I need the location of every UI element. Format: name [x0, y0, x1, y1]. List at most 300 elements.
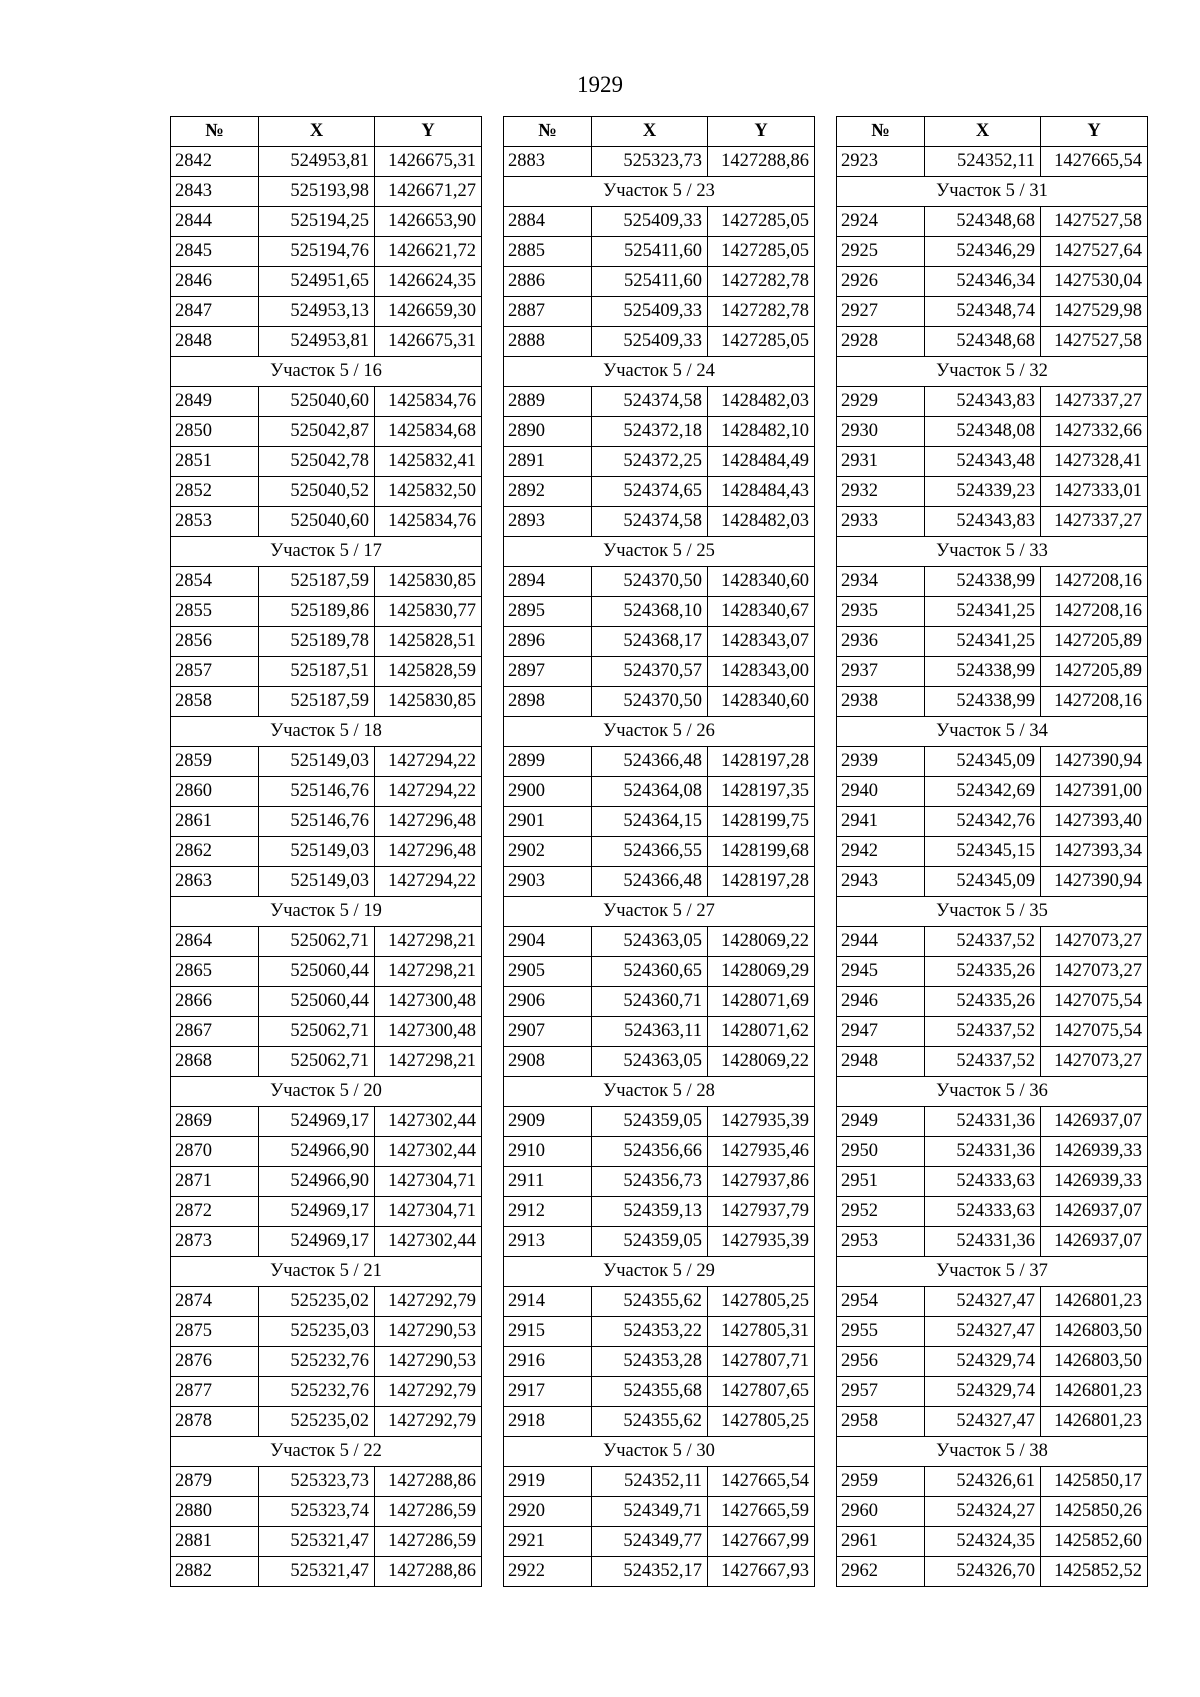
table-row — [837, 1377, 1148, 1407]
y-coordinate: 1427282,78 — [708, 267, 815, 297]
x-coordinate: 524374,58 — [592, 507, 708, 537]
point-number: 2960 — [837, 1497, 925, 1527]
section-title: Участок 5 / 21 — [171, 1257, 482, 1287]
point-number: 2910 — [504, 1137, 592, 1167]
point-number: 2850 — [171, 417, 259, 447]
section-title: Участок 5 / 24 — [504, 357, 815, 387]
y-coordinate: 1426803,50 — [1041, 1347, 1148, 1377]
section-title: Участок 5 / 29 — [504, 1257, 815, 1287]
x-coordinate: 524345,09 — [925, 867, 1041, 897]
table-row — [171, 657, 482, 687]
y-coordinate: 1427390,94 — [1041, 747, 1148, 777]
y-coordinate: 1427292,79 — [375, 1377, 482, 1407]
table-row — [171, 1047, 482, 1077]
y-coordinate: 1427805,31 — [708, 1317, 815, 1347]
section-row — [171, 1257, 482, 1287]
point-number: 2914 — [504, 1287, 592, 1317]
header-x: X — [925, 117, 1041, 147]
table-row — [837, 1197, 1148, 1227]
x-coordinate: 525060,44 — [259, 957, 375, 987]
table-row — [837, 807, 1148, 837]
section-row — [837, 717, 1148, 747]
table-row — [837, 1017, 1148, 1047]
point-number: 2918 — [504, 1407, 592, 1437]
x-coordinate: 524346,29 — [925, 237, 1041, 267]
x-coordinate: 525323,73 — [259, 1467, 375, 1497]
point-number: 2902 — [504, 837, 592, 867]
y-coordinate: 1428197,35 — [708, 777, 815, 807]
y-coordinate: 1427292,79 — [375, 1287, 482, 1317]
y-coordinate: 1428340,60 — [708, 687, 815, 717]
y-coordinate: 1427527,58 — [1041, 327, 1148, 357]
y-coordinate: 1427937,86 — [708, 1167, 815, 1197]
point-number: 2936 — [837, 627, 925, 657]
x-coordinate: 524366,55 — [592, 837, 708, 867]
table-row — [171, 237, 482, 267]
x-coordinate: 524966,90 — [259, 1167, 375, 1197]
table-row — [837, 627, 1148, 657]
header-x: X — [592, 117, 708, 147]
x-coordinate: 524969,17 — [259, 1227, 375, 1257]
y-coordinate: 1427304,71 — [375, 1197, 482, 1227]
y-coordinate: 1427805,25 — [708, 1287, 815, 1317]
section-title: Участок 5 / 33 — [837, 537, 1148, 567]
table-row — [504, 987, 815, 1017]
x-coordinate: 524329,74 — [925, 1347, 1041, 1377]
y-coordinate: 1428199,68 — [708, 837, 815, 867]
y-coordinate: 1427529,98 — [1041, 297, 1148, 327]
point-number: 2879 — [171, 1467, 259, 1497]
section-row — [504, 1257, 815, 1287]
y-coordinate: 1427208,16 — [1041, 687, 1148, 717]
table-row — [171, 1227, 482, 1257]
point-number: 2908 — [504, 1047, 592, 1077]
x-coordinate: 524355,68 — [592, 1377, 708, 1407]
x-coordinate: 524348,08 — [925, 417, 1041, 447]
table-row — [171, 837, 482, 867]
table-row — [504, 1287, 815, 1317]
point-number: 2853 — [171, 507, 259, 537]
section-row — [504, 1437, 815, 1467]
x-coordinate: 524364,08 — [592, 777, 708, 807]
table-row — [837, 957, 1148, 987]
x-coordinate: 525040,60 — [259, 507, 375, 537]
x-coordinate: 524346,34 — [925, 267, 1041, 297]
point-number: 2883 — [504, 147, 592, 177]
point-number: 2894 — [504, 567, 592, 597]
x-coordinate: 525149,03 — [259, 867, 375, 897]
y-coordinate: 1427205,89 — [1041, 657, 1148, 687]
x-coordinate: 524337,52 — [925, 1017, 1041, 1047]
table-row — [504, 1467, 815, 1497]
y-coordinate: 1426624,35 — [375, 267, 482, 297]
x-coordinate: 524356,66 — [592, 1137, 708, 1167]
point-number: 2935 — [837, 597, 925, 627]
x-coordinate: 525062,71 — [259, 1017, 375, 1047]
table-row — [504, 657, 815, 687]
x-coordinate: 524363,05 — [592, 1047, 708, 1077]
point-number: 2913 — [504, 1227, 592, 1257]
table-row — [504, 777, 815, 807]
table-row — [171, 387, 482, 417]
x-coordinate: 524953,81 — [259, 327, 375, 357]
table-row — [171, 1167, 482, 1197]
point-number: 2875 — [171, 1317, 259, 1347]
x-coordinate: 525146,76 — [259, 807, 375, 837]
table-header-row — [504, 117, 815, 147]
section-title: Участок 5 / 23 — [504, 177, 815, 207]
point-number: 2892 — [504, 477, 592, 507]
table-row — [504, 687, 815, 717]
x-coordinate: 524372,25 — [592, 447, 708, 477]
point-number: 2869 — [171, 1107, 259, 1137]
y-coordinate: 1428484,49 — [708, 447, 815, 477]
x-coordinate: 524333,63 — [925, 1197, 1041, 1227]
point-number: 2895 — [504, 597, 592, 627]
x-coordinate: 525187,59 — [259, 567, 375, 597]
point-number: 2878 — [171, 1407, 259, 1437]
x-coordinate: 524345,09 — [925, 747, 1041, 777]
point-number: 2889 — [504, 387, 592, 417]
point-number: 2921 — [504, 1527, 592, 1557]
point-number: 2937 — [837, 657, 925, 687]
y-coordinate: 1427298,21 — [375, 927, 482, 957]
y-coordinate: 1427300,48 — [375, 987, 482, 1017]
header-number: № — [171, 117, 259, 147]
x-coordinate: 524360,65 — [592, 957, 708, 987]
x-coordinate: 525232,76 — [259, 1377, 375, 1407]
x-coordinate: 524352,17 — [592, 1557, 708, 1587]
y-coordinate: 1426801,23 — [1041, 1287, 1148, 1317]
point-number: 2916 — [504, 1347, 592, 1377]
y-coordinate: 1428482,10 — [708, 417, 815, 447]
x-coordinate: 525187,59 — [259, 687, 375, 717]
table-row — [171, 327, 482, 357]
x-coordinate: 525321,47 — [259, 1557, 375, 1587]
x-coordinate: 524364,15 — [592, 807, 708, 837]
table-row — [171, 597, 482, 627]
section-title: Участок 5 / 22 — [171, 1437, 482, 1467]
table-row — [504, 1347, 815, 1377]
table-row — [837, 147, 1148, 177]
table-row — [171, 267, 482, 297]
y-coordinate: 1427286,59 — [375, 1527, 482, 1557]
y-coordinate: 1427935,39 — [708, 1107, 815, 1137]
point-number: 2862 — [171, 837, 259, 867]
y-coordinate: 1427282,78 — [708, 297, 815, 327]
table-row — [171, 747, 482, 777]
point-number: 2886 — [504, 267, 592, 297]
section-title: Участок 5 / 37 — [837, 1257, 1148, 1287]
y-coordinate: 1427285,05 — [708, 207, 815, 237]
point-number: 2954 — [837, 1287, 925, 1317]
section-row — [171, 1077, 482, 1107]
y-coordinate: 1427300,48 — [375, 1017, 482, 1047]
section-title: Участок 5 / 35 — [837, 897, 1148, 927]
y-coordinate: 1427302,44 — [375, 1227, 482, 1257]
table-row — [837, 1407, 1148, 1437]
x-coordinate: 524345,15 — [925, 837, 1041, 867]
table-row — [837, 1317, 1148, 1347]
section-title: Участок 5 / 16 — [171, 357, 482, 387]
x-coordinate: 524329,74 — [925, 1377, 1041, 1407]
y-coordinate: 1428197,28 — [708, 867, 815, 897]
x-coordinate: 524368,10 — [592, 597, 708, 627]
table-row — [504, 1047, 815, 1077]
point-number: 2857 — [171, 657, 259, 687]
point-number: 2876 — [171, 1347, 259, 1377]
x-coordinate: 525189,78 — [259, 627, 375, 657]
x-coordinate: 524356,73 — [592, 1167, 708, 1197]
table-row — [837, 1497, 1148, 1527]
x-coordinate: 524337,52 — [925, 1047, 1041, 1077]
y-coordinate: 1426621,72 — [375, 237, 482, 267]
point-number: 2909 — [504, 1107, 592, 1137]
section-row — [837, 897, 1148, 927]
section-row — [837, 357, 1148, 387]
x-coordinate: 524370,50 — [592, 567, 708, 597]
section-title: Участок 5 / 18 — [171, 717, 482, 747]
point-number: 2959 — [837, 1467, 925, 1497]
point-number: 2900 — [504, 777, 592, 807]
point-number: 2859 — [171, 747, 259, 777]
table-row — [504, 867, 815, 897]
table-row — [504, 147, 815, 177]
y-coordinate: 1427290,53 — [375, 1347, 482, 1377]
point-number: 2874 — [171, 1287, 259, 1317]
x-coordinate: 524341,25 — [925, 597, 1041, 627]
point-number: 2939 — [837, 747, 925, 777]
y-coordinate: 1426653,90 — [375, 207, 482, 237]
x-coordinate: 524348,68 — [925, 327, 1041, 357]
point-number: 2912 — [504, 1197, 592, 1227]
section-row — [504, 537, 815, 567]
table-row — [171, 957, 482, 987]
point-number: 2848 — [171, 327, 259, 357]
table-row — [504, 267, 815, 297]
point-number: 2858 — [171, 687, 259, 717]
point-number: 2948 — [837, 1047, 925, 1077]
point-number: 2899 — [504, 747, 592, 777]
section-row — [504, 357, 815, 387]
y-coordinate: 1427530,04 — [1041, 267, 1148, 297]
table-row — [837, 1557, 1148, 1587]
section-title: Участок 5 / 25 — [504, 537, 815, 567]
section-row — [504, 177, 815, 207]
table-row — [837, 597, 1148, 627]
point-number: 2961 — [837, 1527, 925, 1557]
y-coordinate: 1428343,07 — [708, 627, 815, 657]
table-row — [171, 1317, 482, 1347]
point-number: 2920 — [504, 1497, 592, 1527]
x-coordinate: 524327,47 — [925, 1407, 1041, 1437]
table-row — [837, 1227, 1148, 1257]
point-number: 2949 — [837, 1107, 925, 1137]
point-number: 2917 — [504, 1377, 592, 1407]
y-coordinate: 1427807,71 — [708, 1347, 815, 1377]
section-row — [504, 717, 815, 747]
x-coordinate: 524331,36 — [925, 1137, 1041, 1167]
y-coordinate: 1425830,85 — [375, 567, 482, 597]
point-number: 2891 — [504, 447, 592, 477]
point-number: 2938 — [837, 687, 925, 717]
y-coordinate: 1427937,79 — [708, 1197, 815, 1227]
table-row — [837, 657, 1148, 687]
x-coordinate: 524333,63 — [925, 1167, 1041, 1197]
table-row — [504, 1227, 815, 1257]
x-coordinate: 525193,98 — [259, 177, 375, 207]
point-number: 2946 — [837, 987, 925, 1017]
table-row — [837, 837, 1148, 867]
header-y: Y — [1041, 117, 1148, 147]
x-coordinate: 525323,74 — [259, 1497, 375, 1527]
header-number: № — [837, 117, 925, 147]
table-row — [171, 1527, 482, 1557]
point-number: 2927 — [837, 297, 925, 327]
x-coordinate: 524355,62 — [592, 1407, 708, 1437]
section-row — [837, 1437, 1148, 1467]
table-row — [837, 687, 1148, 717]
x-coordinate: 524366,48 — [592, 867, 708, 897]
x-coordinate: 525235,02 — [259, 1407, 375, 1437]
x-coordinate: 525042,78 — [259, 447, 375, 477]
x-coordinate: 524324,35 — [925, 1527, 1041, 1557]
section-title: Участок 5 / 26 — [504, 717, 815, 747]
table-row — [171, 447, 482, 477]
section-title: Участок 5 / 20 — [171, 1077, 482, 1107]
point-number: 2884 — [504, 207, 592, 237]
point-number: 2861 — [171, 807, 259, 837]
point-number: 2855 — [171, 597, 259, 627]
y-coordinate: 1427288,86 — [375, 1557, 482, 1587]
coordinates-table-1 — [170, 116, 482, 1587]
table-header-row — [837, 117, 1148, 147]
y-coordinate: 1427390,94 — [1041, 867, 1148, 897]
point-number: 2929 — [837, 387, 925, 417]
x-coordinate: 524339,23 — [925, 477, 1041, 507]
section-title: Участок 5 / 34 — [837, 717, 1148, 747]
table-row — [504, 1107, 815, 1137]
x-coordinate: 525040,52 — [259, 477, 375, 507]
y-coordinate: 1425828,51 — [375, 627, 482, 657]
y-coordinate: 1427205,89 — [1041, 627, 1148, 657]
x-coordinate: 524953,81 — [259, 147, 375, 177]
section-row — [504, 897, 815, 927]
x-coordinate: 524359,05 — [592, 1107, 708, 1137]
x-coordinate: 524372,18 — [592, 417, 708, 447]
section-row — [837, 177, 1148, 207]
table-row — [171, 1407, 482, 1437]
section-title: Участок 5 / 36 — [837, 1077, 1148, 1107]
point-number: 2925 — [837, 237, 925, 267]
x-coordinate: 525062,71 — [259, 1047, 375, 1077]
point-number: 2893 — [504, 507, 592, 537]
point-number: 2904 — [504, 927, 592, 957]
section-row — [171, 357, 482, 387]
y-coordinate: 1427286,59 — [375, 1497, 482, 1527]
table-row — [837, 447, 1148, 477]
table-row — [837, 567, 1148, 597]
y-coordinate: 1425834,76 — [375, 507, 482, 537]
table-row — [504, 1197, 815, 1227]
point-number: 2877 — [171, 1377, 259, 1407]
table-row — [171, 1497, 482, 1527]
table-row — [171, 297, 482, 327]
x-coordinate: 525187,51 — [259, 657, 375, 687]
point-number: 2919 — [504, 1467, 592, 1497]
x-coordinate: 524348,68 — [925, 207, 1041, 237]
point-number: 2872 — [171, 1197, 259, 1227]
point-number: 2873 — [171, 1227, 259, 1257]
table-row — [504, 957, 815, 987]
table-row — [837, 237, 1148, 267]
table-row — [504, 297, 815, 327]
x-coordinate: 524348,74 — [925, 297, 1041, 327]
table-row — [837, 297, 1148, 327]
point-number: 2942 — [837, 837, 925, 867]
section-row — [837, 537, 1148, 567]
point-number: 2868 — [171, 1047, 259, 1077]
table-row — [171, 1017, 482, 1047]
point-number: 2867 — [171, 1017, 259, 1047]
point-number: 2934 — [837, 567, 925, 597]
section-row — [171, 897, 482, 927]
x-coordinate: 524349,77 — [592, 1527, 708, 1557]
x-coordinate: 524359,13 — [592, 1197, 708, 1227]
table-row — [171, 1557, 482, 1587]
y-coordinate: 1427294,22 — [375, 777, 482, 807]
x-coordinate: 524353,22 — [592, 1317, 708, 1347]
x-coordinate: 525149,03 — [259, 837, 375, 867]
x-coordinate: 525235,03 — [259, 1317, 375, 1347]
x-coordinate: 524342,76 — [925, 807, 1041, 837]
point-number: 2926 — [837, 267, 925, 297]
table-row — [171, 477, 482, 507]
table-row — [504, 1407, 815, 1437]
table-row — [504, 807, 815, 837]
section-row — [837, 1077, 1148, 1107]
table-row — [504, 747, 815, 777]
x-coordinate: 524953,13 — [259, 297, 375, 327]
point-number: 2843 — [171, 177, 259, 207]
x-coordinate: 524374,58 — [592, 387, 708, 417]
y-coordinate: 1427302,44 — [375, 1107, 482, 1137]
point-number: 2944 — [837, 927, 925, 957]
y-coordinate: 1427807,65 — [708, 1377, 815, 1407]
y-coordinate: 1427527,64 — [1041, 237, 1148, 267]
table-row — [837, 1137, 1148, 1167]
point-number: 2950 — [837, 1137, 925, 1167]
point-number: 2852 — [171, 477, 259, 507]
x-coordinate: 524352,11 — [925, 147, 1041, 177]
y-coordinate: 1426937,07 — [1041, 1107, 1148, 1137]
point-number: 2880 — [171, 1497, 259, 1527]
table-row — [837, 1167, 1148, 1197]
coordinates-table-2 — [503, 116, 815, 1587]
x-coordinate: 525146,76 — [259, 777, 375, 807]
point-number: 2860 — [171, 777, 259, 807]
point-number: 2854 — [171, 567, 259, 597]
table-row — [837, 1047, 1148, 1077]
x-coordinate: 525409,33 — [592, 207, 708, 237]
point-number: 2955 — [837, 1317, 925, 1347]
x-coordinate: 524331,36 — [925, 1227, 1041, 1257]
x-coordinate: 525235,02 — [259, 1287, 375, 1317]
table-row — [504, 1377, 815, 1407]
x-coordinate: 525062,71 — [259, 927, 375, 957]
table-row — [504, 237, 815, 267]
point-number: 2940 — [837, 777, 925, 807]
